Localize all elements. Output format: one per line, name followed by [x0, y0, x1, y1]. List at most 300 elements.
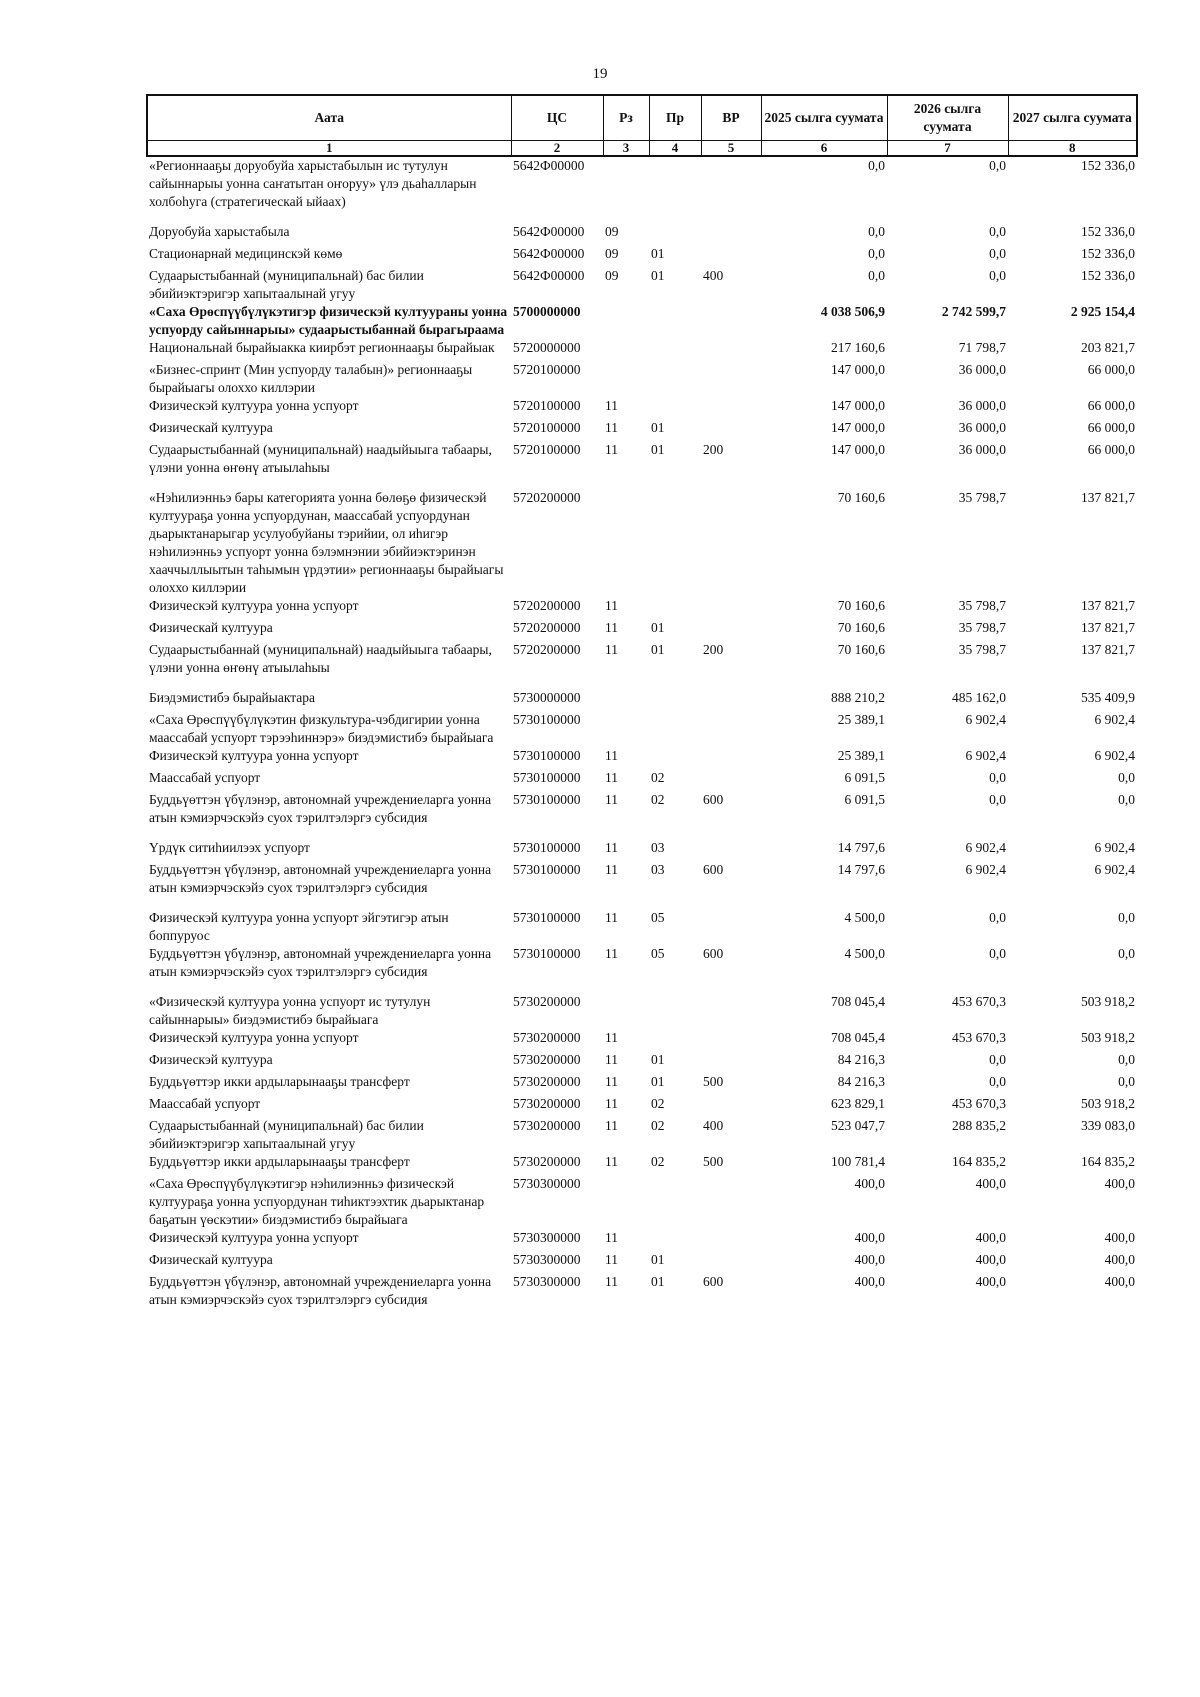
column-header-2026: 2026 сылга суумата — [887, 95, 1008, 141]
row-pr-code-cell — [649, 747, 701, 769]
row-rz-code-cell: 11 — [605, 1052, 618, 1067]
table-row — [147, 156, 1137, 211]
row-amount-2025-cell: 70 160,6 — [837, 490, 885, 505]
row-amount-2026-cell: 400,0 — [975, 1252, 1006, 1267]
row-vr-code-cell — [701, 1095, 761, 1117]
row-name-cell: Судаарыстыбаннай (муниципальнай) наадыйыыга табаары, үлэни уонна өҥөнү атыылаһыы — [149, 642, 492, 675]
column-number: 5 — [701, 141, 761, 157]
row-amount-2025-cell: 14 797,6 — [837, 862, 885, 877]
row-amount-2026-cell: 36 000,0 — [958, 362, 1006, 377]
row-rz-code-cell — [603, 689, 649, 711]
row-vr-code-cell: 400 — [703, 268, 724, 283]
row-vr-code-cell — [701, 1051, 761, 1073]
row-amount-2025-cell: 708 045,4 — [831, 1030, 885, 1045]
row-rz-code-cell: 11 — [605, 420, 618, 435]
row-rz-code-cell: 11 — [605, 910, 618, 925]
row-amount-2027-cell: 152 336,0 — [1081, 268, 1135, 283]
row-amount-2025-cell: 147 000,0 — [831, 420, 885, 435]
row-amount-2027-cell: 503 918,2 — [1081, 1030, 1135, 1045]
row-rz-code-cell: 11 — [605, 1154, 618, 1169]
row-amount-2025-cell: 0,0 — [868, 246, 885, 261]
table-row — [147, 769, 1137, 791]
row-vr-code-cell — [701, 419, 761, 441]
row-amount-2027-cell: 2 925 154,4 — [1070, 304, 1135, 319]
row-amount-2026-cell: 0,0 — [989, 224, 1006, 239]
row-vr-code-cell — [701, 619, 761, 641]
row-amount-2026-cell: 35 798,7 — [958, 490, 1006, 505]
column-header-pr: Пр — [649, 95, 701, 141]
row-cs-code-cell: 5730100000 — [513, 748, 581, 763]
row-vr-code-cell: 500 — [703, 1074, 724, 1089]
row-name-cell: «Саха Өрөспүүбүлүкэтигэр физическэй култуураны уонна успуорду сайыннарыы» судаарыстыбаннай бырагыраама — [149, 304, 508, 337]
row-cs-code-cell: 5730200000 — [513, 1096, 581, 1111]
row-name-cell: «Бизнес-спринт (Мин успуорду талабын)» регионнааҕы бырайыагы олоххо киллэрии — [149, 362, 473, 395]
row-rz-code-cell: 11 — [605, 1252, 618, 1267]
row-pr-code-cell: 01 — [651, 420, 665, 435]
table-row — [147, 993, 1137, 1029]
row-pr-code-cell: 01 — [651, 1274, 665, 1289]
row-amount-2026-cell: 71 798,7 — [958, 340, 1006, 355]
row-name-cell: Буддьүөттэр икки ардыларынааҕы трансферт — [149, 1074, 410, 1089]
row-pr-code-cell — [649, 339, 701, 361]
row-amount-2026-cell: 453 670,3 — [952, 994, 1006, 1009]
row-cs-code-cell: 5720200000 — [513, 490, 581, 505]
row-rz-code-cell: 11 — [605, 620, 618, 635]
row-vr-code-cell: 600 — [703, 946, 724, 961]
table-row — [147, 1229, 1137, 1251]
row-rz-code-cell: 11 — [605, 792, 618, 807]
row-pr-code-cell — [649, 303, 701, 339]
row-rz-code-cell — [603, 303, 649, 339]
row-spacer — [147, 677, 1137, 689]
column-header-cs: ЦС — [511, 95, 603, 141]
table-body — [147, 156, 1137, 1309]
row-name-cell: «Регионнааҕы доруобуйа харыстабылын ис тутулун сайыннарыы уонна саҥатытан оҥоруу» үлэ дьаһалларын холбоһуга (стратегическай ыйаах) — [149, 158, 477, 209]
row-amount-2027-cell: 137 821,7 — [1081, 598, 1135, 613]
row-cs-code-cell: 5642Ф00000 — [513, 158, 585, 173]
row-amount-2027-cell: 339 083,0 — [1081, 1118, 1135, 1133]
row-rz-code-cell: 11 — [605, 442, 618, 457]
table-row — [147, 945, 1137, 981]
row-amount-2025-cell: 523 047,7 — [831, 1118, 885, 1133]
row-amount-2025-cell: 0,0 — [868, 268, 885, 283]
row-name-cell: Физическэй култуура уонна успуорт — [149, 1230, 359, 1245]
row-amount-2025-cell: 25 389,1 — [837, 712, 885, 727]
table-row — [147, 641, 1137, 677]
row-cs-code-cell: 5720200000 — [513, 642, 581, 657]
row-rz-code-cell — [603, 1175, 649, 1229]
row-cs-code-cell: 5642Ф00000 — [513, 224, 585, 239]
row-vr-code-cell: 600 — [703, 862, 724, 877]
row-amount-2027-cell: 503 918,2 — [1081, 1096, 1135, 1111]
row-name-cell: Национальнай бырайыакка киирбэт регионнааҕы бырайыак — [149, 340, 495, 355]
row-amount-2026-cell: 453 670,3 — [952, 1030, 1006, 1045]
row-amount-2025-cell: 25 389,1 — [837, 748, 885, 763]
row-cs-code-cell: 5730100000 — [513, 862, 581, 877]
row-amount-2027-cell: 0,0 — [1118, 1052, 1135, 1067]
row-amount-2027-cell: 6 902,4 — [1094, 712, 1135, 727]
row-amount-2025-cell: 400,0 — [854, 1176, 885, 1191]
row-name-cell: Физическай култуура — [149, 1252, 273, 1267]
row-cs-code-cell: 5730100000 — [513, 910, 581, 925]
row-name-cell: Биэдэмистибэ бырайыактара — [149, 690, 316, 705]
row-spacer-cell — [147, 211, 1137, 223]
table-row — [147, 1175, 1137, 1229]
row-spacer-cell — [147, 981, 1137, 993]
row-amount-2026-cell: 453 670,3 — [952, 1096, 1006, 1111]
column-header-vr: ВР — [701, 95, 761, 141]
row-cs-code-cell: 5730000000 — [513, 690, 581, 705]
table-row — [147, 397, 1137, 419]
row-amount-2026-cell: 35 798,7 — [958, 598, 1006, 613]
row-vr-code-cell — [701, 397, 761, 419]
row-name-cell: Физическэй култуура уонна успуорт — [149, 598, 359, 613]
row-name-cell: Маассабай успуорт — [149, 770, 261, 785]
row-amount-2026-cell: 0,0 — [989, 268, 1006, 283]
row-vr-code-cell — [701, 909, 761, 945]
row-cs-code-cell: 5730200000 — [513, 1118, 581, 1133]
row-amount-2026-cell: 0,0 — [989, 1074, 1006, 1089]
row-name-cell: Физическэй култуура — [149, 1052, 273, 1067]
row-amount-2026-cell: 0,0 — [989, 1052, 1006, 1067]
row-vr-code-cell — [701, 689, 761, 711]
row-vr-code-cell — [701, 1029, 761, 1051]
row-pr-code-cell — [649, 156, 701, 211]
row-cs-code-cell: 5720100000 — [513, 442, 581, 457]
row-cs-code-cell: 5700000000 — [513, 304, 581, 319]
row-amount-2027-cell: 400,0 — [1104, 1274, 1135, 1289]
row-amount-2027-cell: 0,0 — [1118, 770, 1135, 785]
table-row — [147, 791, 1137, 827]
table-row — [147, 861, 1137, 897]
row-amount-2025-cell: 70 160,6 — [837, 620, 885, 635]
row-amount-2027-cell: 503 918,2 — [1081, 994, 1135, 1009]
row-cs-code-cell: 5720000000 — [513, 340, 581, 355]
table-row — [147, 267, 1137, 303]
row-amount-2025-cell: 84 216,3 — [837, 1074, 885, 1089]
row-name-cell: Судаарыстыбаннай (муниципальнай) бас билии эбийиэктэригэр хапытаалынай угуу — [149, 1118, 424, 1151]
row-amount-2026-cell: 6 902,4 — [965, 862, 1006, 877]
row-amount-2027-cell: 0,0 — [1118, 792, 1135, 807]
row-amount-2026-cell: 485 162,0 — [952, 690, 1006, 705]
row-amount-2026-cell: 400,0 — [975, 1274, 1006, 1289]
row-amount-2027-cell: 6 902,4 — [1094, 862, 1135, 877]
row-amount-2025-cell: 888 210,2 — [831, 690, 885, 705]
row-cs-code-cell: 5730300000 — [513, 1252, 581, 1267]
row-amount-2025-cell: 147 000,0 — [831, 362, 885, 377]
row-rz-code-cell — [603, 339, 649, 361]
row-amount-2025-cell: 0,0 — [868, 158, 885, 173]
column-number: 2 — [511, 141, 603, 157]
row-rz-code-cell: 11 — [605, 598, 618, 613]
row-pr-code-cell: 01 — [651, 1252, 665, 1267]
row-amount-2026-cell: 36 000,0 — [958, 442, 1006, 457]
row-pr-code-cell — [649, 361, 701, 397]
row-amount-2027-cell: 137 821,7 — [1081, 620, 1135, 635]
row-name-cell: «Физическэй култуура уонна успуорт ис тутулун сайыннарыы» биэдэмистибэ бырайыага — [149, 994, 431, 1027]
row-rz-code-cell — [603, 993, 649, 1029]
row-pr-code-cell: 02 — [651, 1118, 665, 1133]
row-cs-code-cell: 5730200000 — [513, 1052, 581, 1067]
row-pr-code-cell — [649, 1029, 701, 1051]
row-pr-code-cell — [649, 689, 701, 711]
column-header-name: Аата — [147, 95, 511, 141]
row-amount-2025-cell: 147 000,0 — [831, 442, 885, 457]
row-cs-code-cell: 5720100000 — [513, 398, 581, 413]
row-amount-2027-cell: 6 902,4 — [1094, 840, 1135, 855]
row-name-cell: Судаарыстыбаннай (муниципальнай) наадыйыыга табаары, үлэни уонна өҥөнү атыылаһыы — [149, 442, 492, 475]
row-vr-code-cell — [701, 339, 761, 361]
row-amount-2026-cell: 6 902,4 — [965, 712, 1006, 727]
row-amount-2026-cell: 35 798,7 — [958, 642, 1006, 657]
table-row — [147, 1051, 1137, 1073]
row-name-cell: Маассабай успуорт — [149, 1096, 261, 1111]
row-amount-2026-cell: 36 000,0 — [958, 420, 1006, 435]
row-amount-2027-cell: 137 821,7 — [1081, 642, 1135, 657]
row-rz-code-cell — [603, 489, 649, 597]
row-cs-code-cell: 5730300000 — [513, 1230, 581, 1245]
row-pr-code-cell — [649, 993, 701, 1029]
table-row — [147, 1251, 1137, 1273]
row-vr-code-cell — [701, 1229, 761, 1251]
row-pr-code-cell: 01 — [651, 268, 665, 283]
row-pr-code-cell — [649, 1229, 701, 1251]
row-rz-code-cell: 11 — [605, 1096, 618, 1111]
row-pr-code-cell — [649, 711, 701, 747]
row-cs-code-cell: 5730300000 — [513, 1176, 581, 1191]
row-vr-code-cell — [701, 156, 761, 211]
row-name-cell: «Нэһилиэнньэ бары категорията уонна бөлөҕө физическэй култуураҕа уонна успуордунан, маассабай успуордунан дьарыктанарыгар усулуобуйаны тэрийии, ол иһигэр нэһилиэнньэ успуорт уонна бэлэмнэнии эбийиэктэринэн хааччыллыытын таһымын үрдэтии» регионнааҕы бырайыагы олоххо киллэрии — [149, 490, 504, 595]
row-amount-2025-cell: 400,0 — [854, 1274, 885, 1289]
row-rz-code-cell: 11 — [605, 840, 618, 855]
row-amount-2025-cell: 84 216,3 — [837, 1052, 885, 1067]
row-spacer — [147, 211, 1137, 223]
row-spacer-cell — [147, 897, 1137, 909]
row-amount-2027-cell: 152 336,0 — [1081, 246, 1135, 261]
row-cs-code-cell: 5730100000 — [513, 770, 581, 785]
row-rz-code-cell — [603, 361, 649, 397]
row-pr-code-cell: 05 — [651, 910, 665, 925]
row-amount-2027-cell: 164 835,2 — [1081, 1154, 1135, 1169]
column-number: 3 — [603, 141, 649, 157]
row-name-cell: Физическай култуура — [149, 620, 273, 635]
row-vr-code-cell — [701, 1175, 761, 1229]
row-pr-code-cell: 01 — [651, 442, 665, 457]
row-amount-2025-cell: 4 500,0 — [844, 946, 885, 961]
row-name-cell: Физическай култуура — [149, 420, 273, 435]
row-amount-2026-cell: 288 835,2 — [952, 1118, 1006, 1133]
table-row — [147, 245, 1137, 267]
row-name-cell: Буддьүөттэр икки ардыларынааҕы трансферт — [149, 1154, 410, 1169]
page-number: 19 — [592, 66, 608, 82]
row-name-cell: Стационарнай медицинскэй көмө — [149, 246, 343, 261]
row-amount-2026-cell: 0,0 — [989, 158, 1006, 173]
row-pr-code-cell: 01 — [651, 1074, 665, 1089]
row-amount-2027-cell: 66 000,0 — [1087, 362, 1135, 377]
row-amount-2025-cell: 100 781,4 — [831, 1154, 885, 1169]
table-row — [147, 619, 1137, 641]
row-amount-2025-cell: 217 160,6 — [831, 340, 885, 355]
row-vr-code-cell — [701, 711, 761, 747]
row-amount-2026-cell: 400,0 — [975, 1176, 1006, 1191]
row-cs-code-cell: 5730200000 — [513, 994, 581, 1009]
row-amount-2025-cell: 70 160,6 — [837, 642, 885, 657]
row-rz-code-cell: 11 — [605, 748, 618, 763]
row-rz-code-cell — [603, 156, 649, 211]
row-amount-2025-cell: 623 829,1 — [831, 1096, 885, 1111]
row-amount-2027-cell: 152 336,0 — [1081, 224, 1135, 239]
row-amount-2027-cell: 400,0 — [1104, 1252, 1135, 1267]
row-amount-2026-cell: 36 000,0 — [958, 398, 1006, 413]
row-pr-code-cell: 05 — [651, 946, 665, 961]
row-rz-code-cell: 11 — [605, 1074, 618, 1089]
row-amount-2027-cell: 152 336,0 — [1081, 158, 1135, 173]
row-pr-code-cell — [649, 597, 701, 619]
row-amount-2025-cell: 147 000,0 — [831, 398, 885, 413]
row-pr-code-cell: 03 — [651, 840, 665, 855]
row-amount-2027-cell: 0,0 — [1118, 1074, 1135, 1089]
row-rz-code-cell — [603, 711, 649, 747]
table-row — [147, 223, 1137, 245]
row-name-cell: Үрдүк ситиһиилээх успуорт — [149, 840, 310, 855]
row-rz-code-cell: 09 — [605, 268, 619, 283]
row-amount-2027-cell: 535 409,9 — [1081, 690, 1135, 705]
row-amount-2026-cell: 400,0 — [975, 1230, 1006, 1245]
row-vr-code-cell — [701, 303, 761, 339]
row-cs-code-cell: 5730300000 — [513, 1274, 581, 1289]
row-rz-code-cell: 11 — [605, 398, 618, 413]
row-amount-2027-cell: 0,0 — [1118, 910, 1135, 925]
row-vr-code-cell — [701, 769, 761, 791]
table-row — [147, 1117, 1137, 1153]
row-spacer-cell — [147, 827, 1137, 839]
row-spacer — [147, 897, 1137, 909]
row-cs-code-cell: 5720200000 — [513, 620, 581, 635]
row-amount-2026-cell: 0,0 — [989, 910, 1006, 925]
row-name-cell: Судаарыстыбаннай (муниципальнай) бас билии эбийиэктэригэр хапытаалынай угуу — [149, 268, 424, 301]
table-row — [147, 1095, 1137, 1117]
row-pr-code-cell: 01 — [651, 1052, 665, 1067]
column-header-2027: 2027 сылга суумата — [1008, 95, 1137, 141]
table-row — [147, 689, 1137, 711]
row-rz-code-cell: 11 — [605, 1118, 618, 1133]
row-rz-code-cell: 11 — [605, 1230, 618, 1245]
row-amount-2027-cell: 66 000,0 — [1087, 398, 1135, 413]
row-rz-code-cell: 11 — [605, 946, 618, 961]
row-vr-code-cell: 600 — [703, 1274, 724, 1289]
column-number: 7 — [887, 141, 1008, 157]
row-amount-2027-cell: 66 000,0 — [1087, 420, 1135, 435]
table-row — [147, 303, 1137, 339]
row-amount-2026-cell: 2 742 599,7 — [941, 304, 1006, 319]
column-number: 6 — [761, 141, 887, 157]
row-pr-code-cell: 02 — [651, 770, 665, 785]
row-cs-code-cell: 5730100000 — [513, 792, 581, 807]
row-pr-code-cell: 01 — [651, 642, 665, 657]
row-name-cell: Буддьүөттэн үбүлэнэр, автономнай учреждениеларга уонна атын кэмиэрчэскэйэ суох тэрилтэлэргэ субсидия — [149, 1274, 492, 1307]
row-amount-2025-cell: 400,0 — [854, 1252, 885, 1267]
table-row — [147, 441, 1137, 477]
row-vr-code-cell — [701, 245, 761, 267]
table-row — [147, 1153, 1137, 1175]
row-amount-2027-cell: 0,0 — [1118, 946, 1135, 961]
row-pr-code-cell — [649, 397, 701, 419]
row-name-cell: Буддьүөттэн үбүлэнэр, автономнай учреждениеларга уонна атын кэмиэрчэскэйэ суох тэрилтэлэргэ субсидия — [149, 792, 492, 825]
row-amount-2025-cell: 6 091,5 — [844, 770, 885, 785]
row-vr-code-cell — [701, 1251, 761, 1273]
row-spacer — [147, 981, 1137, 993]
row-rz-code-cell: 11 — [605, 1030, 618, 1045]
row-pr-code-cell: 02 — [651, 1154, 665, 1169]
row-pr-code-cell: 01 — [651, 246, 665, 261]
row-amount-2027-cell: 400,0 — [1104, 1176, 1135, 1191]
row-vr-code-cell: 200 — [703, 442, 724, 457]
table-row — [147, 597, 1137, 619]
row-cs-code-cell: 5720100000 — [513, 362, 581, 377]
row-vr-code-cell — [701, 747, 761, 769]
row-rz-code-cell: 11 — [605, 770, 618, 785]
row-amount-2026-cell: 6 902,4 — [965, 748, 1006, 763]
row-vr-code-cell — [701, 223, 761, 245]
column-number-row — [147, 141, 1137, 157]
row-cs-code-cell: 5642Ф00000 — [513, 268, 585, 283]
row-spacer-cell — [147, 677, 1137, 689]
row-cs-code-cell: 5720100000 — [513, 420, 581, 435]
row-vr-code-cell — [701, 839, 761, 861]
row-name-cell: «Саха Өрөспүүбүлүкэтин физкультура-чэбдигирии уонна маассабай успуорт тэрээһиннэрэ» биэдэмистибэ бырайыага — [149, 712, 494, 745]
row-amount-2025-cell: 400,0 — [854, 1230, 885, 1245]
row-rz-code-cell: 11 — [605, 1274, 618, 1289]
column-number: 4 — [649, 141, 701, 157]
table-row — [147, 1073, 1137, 1095]
row-name-cell: Буддьүөттэн үбүлэнэр, автономнай учреждениеларга уонна атын кэмиэрчэскэйэ суох тэрилтэлэргэ субсидия — [149, 946, 492, 979]
table-row — [147, 1029, 1137, 1051]
row-amount-2026-cell: 35 798,7 — [958, 620, 1006, 635]
table-row — [147, 339, 1137, 361]
row-spacer — [147, 827, 1137, 839]
table-row — [147, 747, 1137, 769]
row-vr-code-cell — [701, 993, 761, 1029]
budget-table — [146, 94, 1138, 1309]
row-pr-code-cell: 02 — [651, 1096, 665, 1111]
row-cs-code-cell: 5642Ф00000 — [513, 246, 585, 261]
row-name-cell: Физическэй култуура уонна успуорт — [149, 1030, 359, 1045]
row-pr-code-cell — [649, 1175, 701, 1229]
column-header-rz: Рз — [603, 95, 649, 141]
row-cs-code-cell: 5730100000 — [513, 712, 581, 727]
row-amount-2026-cell: 0,0 — [989, 770, 1006, 785]
row-amount-2026-cell: 164 835,2 — [952, 1154, 1006, 1169]
row-vr-code-cell: 200 — [703, 642, 724, 657]
row-amount-2027-cell: 6 902,4 — [1094, 748, 1135, 763]
row-vr-code-cell: 500 — [703, 1154, 724, 1169]
row-amount-2025-cell: 708 045,4 — [831, 994, 885, 1009]
row-name-cell: Физическэй култуура уонна успуорт — [149, 398, 359, 413]
row-cs-code-cell: 5730200000 — [513, 1030, 581, 1045]
table-row — [147, 361, 1137, 397]
row-amount-2025-cell: 0,0 — [868, 224, 885, 239]
column-number: 1 — [147, 141, 511, 157]
row-cs-code-cell: 5730200000 — [513, 1154, 581, 1169]
table-row — [147, 839, 1137, 861]
column-header-2025: 2025 сылга суумата — [761, 95, 887, 141]
row-rz-code-cell: 09 — [605, 224, 619, 239]
row-spacer-cell — [147, 477, 1137, 489]
row-pr-code-cell — [649, 489, 701, 597]
row-cs-code-cell: 5730100000 — [513, 840, 581, 855]
row-cs-code-cell: 5730200000 — [513, 1074, 581, 1089]
row-vr-code-cell — [701, 597, 761, 619]
